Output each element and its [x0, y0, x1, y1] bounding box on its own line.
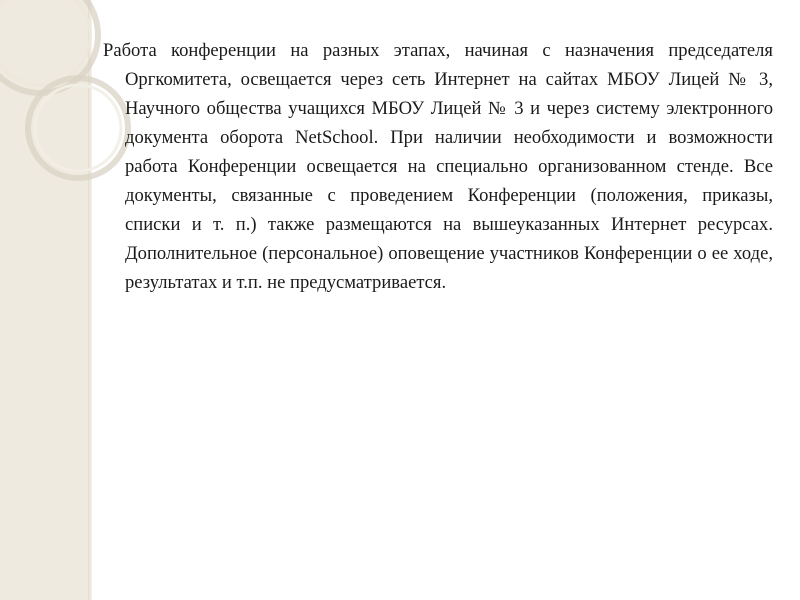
decorative-left-band — [0, 0, 90, 600]
decorative-band-edge — [88, 0, 92, 600]
body-paragraph: Работа конференции на разных этапах, начиная с назначения председателя Оргкомитета, освещается через сеть Интернет на сайтах МБОУ Лицей № 3, Научного общества учащихся МБОУ Лицей № 3 и через систему электронного документа оборота NetSchool. При наличии необходимости и возможности работа Конференции освещается на специально организованном стенде. Все документы, связанные с проведением Конференции (положения, приказы, списки и т. п.) также размещаются на вышеуказанных Интернет ресурсах. Дополнительное (персональное) оповещение участников Конференции о ее ходе, результатах и т.п. не предусматривается. — [103, 40, 773, 293]
